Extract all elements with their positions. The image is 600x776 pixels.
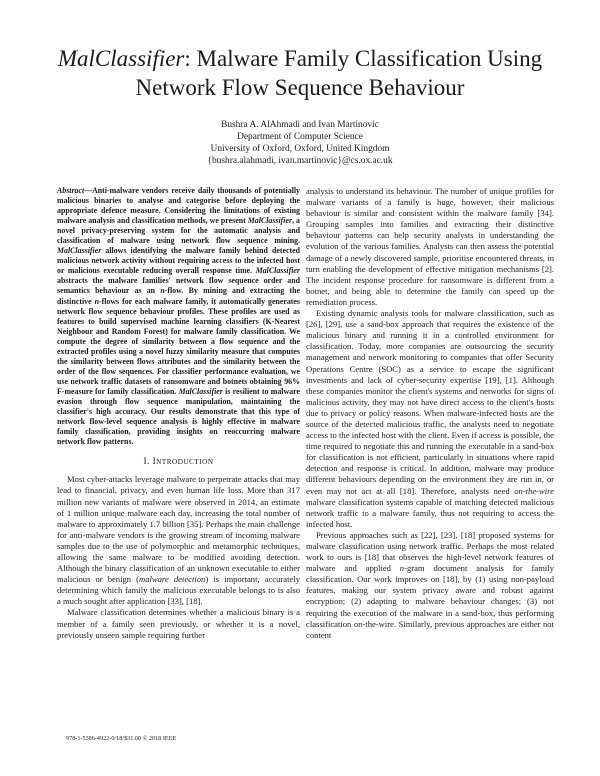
abstract-system-name: MalClassifier [255, 266, 300, 276]
author-university: University of Oxford, Oxford, United Kingdom [210, 144, 390, 154]
abstract-system-name: MalClassifier [247, 216, 293, 226]
intro-paragraph-2-continued: analysis to understand its behaviour. The number of unique profiles for malware variants of a family is huge, however, their malicious behaviour is similar and consistent within the malware family [34]. Grouping samples into families and extracting their distinctive behaviour patterns can help security analysts in understanding the evolution of the various families. Analysts can then assess the potential damage of a newly discovered sample, prioritise encountered threats, in turn enabling the development of effective mitigation mechanisms [2]. The incident response procedure for ransomware is different from a botnet, and being able to determine the family can speed up the remediation process. [306, 186, 554, 307]
abstract [57, 186, 300, 447]
abstract-text: allows identifying the malware family behind detected malicious network activity without requiring access to the infected host or malicious executable reducing overall response time. [57, 246, 300, 276]
intro-paragraph-4 [306, 530, 554, 641]
intro-paragraph-1 [57, 474, 300, 607]
paragraph-text: ) is important, accurately determining which family the malicious executable belongs to is also a much sought after application [33], [18]. [57, 574, 300, 607]
abstract-text: -flows for each malware family, it automatically generates network flow sequence behaviour profiles. These profiles are used as features to build supervised machine learning classifiers (K-Nearest Neighbour and Random Forest) for malware family classification. We compute the degree of similarity between a flow sequence and the extracted profiles using a novel fuzzy similarity measure that computes the similarity between flows attributes and the similarity between the order of the flow sequences. For classifier performance evaluation, we use network traffic datasets of ransomware and botnets obtaining 96% F-measure for family classification. [57, 296, 300, 396]
paragraph-text: Most cyber-attacks leverage malware to perpetrate attacks that may lead to financial, privacy, and even human life loss. More than 317 million new variants of malware were observed in 2014, an estimate of 1 million unique malware each day, increasing the total number of malware to approximately 1.7 billion [35]. Perhaps the main challenge for anti-malware vendors is the growing stream of incoming malware samples due to the use of polymorphic and metamorphic techniques, allowing the same malware to be modified avoiding detection. Although the binary classification of an unknown executable to either malicious or benign ( [57, 474, 300, 585]
paragraph-text: -gram document analysis for family classification. Our work improves on [18], by (1) using non-payload features, making our system privacy aware and robust against encryption; (2) adapting to malware behaviour changes; (3) not requiring the execution of the malware in a sand-box, thus performing classification on-the-wire. Similarly, previous approaches are either not content [306, 563, 554, 640]
intro-paragraph-3 [306, 308, 554, 530]
section-heading-introduction [57, 456, 300, 468]
author-email: {bushra.alahmadi, ivan.martinovic}@cs.ox.ac.uk [207, 156, 393, 166]
abstract-system-name: MalClassifier [178, 386, 223, 396]
author-department: Department of Computer Science [237, 132, 363, 142]
left-column [57, 186, 300, 641]
paragraph-text: Existing dynamic analysis tools for malware classification, such as [26], [29], use a sand-box approach that requires the existence of the malicious binary and running it in a controlled environment for classification. Today, more companies are outsourcing the security management and network monitoring to companies that offer Security Operations Centre (SOC) as a service to escape the significant investments and lack of cyber-security expertise [19], [1]. Although these companies monitor the client's systems and networks for signs of malicious activity, they may not have direct access to the client's hosts due to privacy or policy reasons. When malware-infected hosts are the source of the detected malicious traffic, the analysts need to negotiate access to the infected host with the client. Even if access is possible, the time required to negotiate this and running the executable in a sand-box for classification is not efficient, particularly in situations where rapid detection and response is critical. In addition, malware may produce different behaviours depending on the environment they are run in, or even may not act at all [18]. Therefore, analysts need [306, 308, 554, 496]
abstract-text: is resilient to malware evasion through flow sequence manipulation, maintaining the classifier's high accuracy. Our results demonstrate that this type of network flow-level sequence analysis is highly effective in malware family classification, providing insights on reoccurring malware network flow patterns. [57, 386, 300, 447]
abstract-text: -flow. By mining and extracting the distinctive [57, 286, 300, 306]
abstract-system-name: MalClassifier [57, 246, 102, 256]
intro-paragraph-2: Malware classification determines whether a malicious binary is a member of a family seen previously, or whether it is a novel, previously unseen sample requiring further [57, 607, 300, 640]
paragraph-text: malware classification systems capable of matching detected malicious network traffic to a malware family, thus not requiring to access the infected host. [306, 496, 554, 529]
section-title-initial: I [152, 456, 157, 467]
abstract-label: Abstract [57, 186, 85, 195]
title-system-name: MalClassifier [57, 46, 185, 71]
title-line-2: Network Flow Sequence Behaviour [135, 75, 465, 100]
abstract-text: —Anti-malware vendors receive daily thousands of potentially malicious binaries to analyse and categorise before deploying the appropriate defence measure. Considering the limitations of existing malware analysis and classification methods, we present [57, 186, 300, 226]
emphasis-text: malware detection [139, 574, 206, 585]
abstract-text: abstracts the malware families' network flow sequence order and semantics behaviour as an [57, 276, 300, 296]
copyright-footer: 978-1-5386-4922-0/18/$31.00 © 2018 IEEE [66, 735, 177, 742]
section-number: I. [143, 456, 150, 467]
section-title-rest: NTRODUCTION [156, 458, 214, 467]
abstract-text: , a novel privacy-preserving system for the automatic analysis and classification of malware using network flow sequence mining. [57, 216, 301, 246]
title-line-1: : Malware Family Classification Using [184, 46, 543, 71]
emphasis-text: on-the-wire [514, 485, 554, 496]
paragraph-text: Previous approaches such as [22], [23], [18] proposed systems for malware classification using network traffic. Perhaps the most related work to ours is [18] that observes the high-level network features of malware and applied [306, 529, 554, 574]
abstract-math-n: n [399, 563, 405, 574]
abstract-math-n: n [160, 286, 165, 296]
abstract-math-n: n [94, 296, 99, 306]
paper-title [20, 44, 580, 102]
right-column [306, 186, 554, 641]
author-names: Bushra A. AlAhmadi and Ivan Martinovic [221, 120, 379, 130]
author-block [150, 119, 450, 167]
